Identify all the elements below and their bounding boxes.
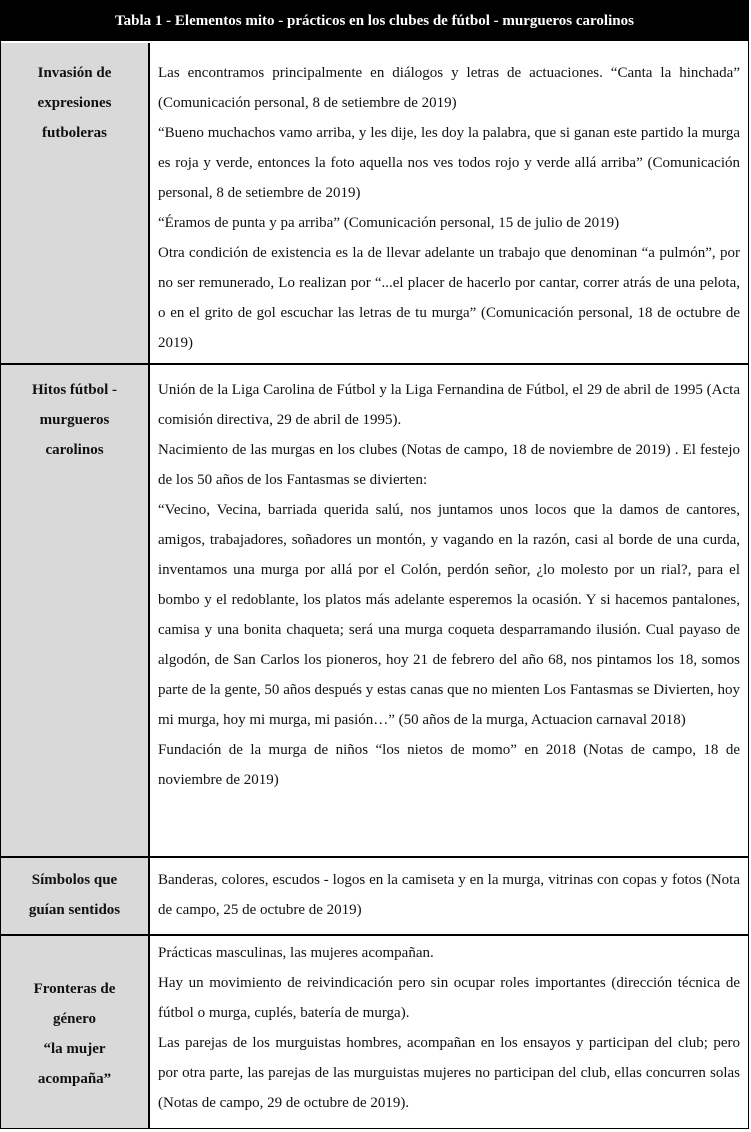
row-label-line: acompaña” <box>37 1071 112 1087</box>
row-label-line: “la mujer <box>43 1041 106 1057</box>
row-label <box>1 43 150 363</box>
table-row <box>1 363 748 856</box>
row-label-line: Invasión de <box>37 65 112 81</box>
row-label-line: Fronteras de <box>33 981 116 997</box>
paragraph: Hay un movimiento de reivindicación pero sin ocupar roles importantes (dirección técnica de fútbol o murga, cuplés, batería de murga). <box>158 975 740 1021</box>
paragraph: Banderas, colores, escudos - logos en la camiseta y en la murga, vitrinas con copas y fotos (Nota de campo, 25 de octubre de 2019) <box>158 872 740 918</box>
paragraph: “Éramos de punta y pa arriba” (Comunicación personal, 15 de julio de 2019) <box>158 215 620 231</box>
row-label <box>1 858 150 934</box>
row-label-line: futboleras <box>42 125 107 141</box>
paragraph: Fundación de la murga de niños “los nietos de momo” en 2018 (Notas de campo, 18 de noviembre de 2019) <box>158 742 740 788</box>
table-title: Tabla 1 - Elementos mito - prácticos en los clubes de fútbol - murgueros carolinos <box>1 1 748 41</box>
paragraph: Prácticas masculinas, las mujeres acompañan. <box>158 945 434 961</box>
paragraph: “Vecino, Vecina, barriada querida salú, nos juntamos unos locos que la damos de cantores, amigos, trabajadores, soñadores un montón, y vagando en la razón, casi al borde de una curda, inventamos una murga por allá por el Colón, perdón señor, ¿lo molesto por un rial?, para el bombo y el redoblante, los platos más adelante esperemos la ocasión. Y si hacemos pantalones, camisa y una bonita chaqueta; será una murga coqueta desparramando ilusión. Cual payaso de algodón, de San Carlos los pioneros, hoy 21 de febrero del año 68, nos pintamos los 18, somos parte de la gente, 50 años después y estas canas que no mienten Los Fantasmas se Divierten, hoy mi murga, hoy mi murga, mi pasión…” (50 años de la murga, Actuacion carnaval 2018) <box>158 502 740 728</box>
paragraph: “Bueno muchachos vamo arriba, y les dije, les doy la palabra, que si ganan este partido la murga es roja y verde, entonces la foto aquella nos ves todos rojo y verde allá arriba” (Comunicación personal, 8 de setiembre de 2019) <box>158 125 740 201</box>
paragraph: Nacimiento de las murgas en los clubes (Notas de campo, 18 de noviembre de 2019) . El festejo de los 50 años de los Fantasmas se divierten: <box>158 442 740 488</box>
row-label-line: Hitos fútbol - <box>31 382 117 398</box>
row-content <box>150 936 748 1128</box>
row-label <box>1 365 150 856</box>
paragraph: Las encontramos principalmente en diálogos y letras de actuaciones. “Canta la hinchada” (Comunicación personal, 8 de setiembre de 2019) <box>158 65 740 111</box>
row-content <box>150 858 748 934</box>
row-label-line: género <box>52 1011 97 1027</box>
row-label-line: murgueros <box>39 412 110 428</box>
paragraph: Unión de la Liga Carolina de Fútbol y la Liga Fernandina de Fútbol, el 29 de abril de 1995 (Acta comisión directiva, 29 de abril de 1995). <box>158 382 740 428</box>
table-row <box>1 934 748 1128</box>
row-label-line: Símbolos que <box>31 872 118 888</box>
table-row <box>1 856 748 934</box>
paragraph: Las parejas de los murguistas hombres, acompañan en los ensayos y participan del club; pero por otra parte, las parejas de las murguistas mujeres no participan del club, ellas concurren solas (Notas de campo, 29 de octubre de 2019). <box>158 1035 740 1111</box>
row-label-line: guían sentidos <box>28 902 121 918</box>
table-row <box>1 41 748 363</box>
paragraph: Otra condición de existencia es la de llevar adelante un trabajo que denominan “a pulmón”, por no ser remunerado, Lo realizan por “...el placer de hacerlo por cantar, correr atrás de una pelota, o en el grito de gol escuchar las letras de tu murga” (Comunicación personal, 18 de octubre de 2019) <box>158 245 740 351</box>
row-content <box>150 43 748 363</box>
row-content <box>150 365 748 856</box>
row-label <box>1 936 150 1128</box>
row-label-line: expresiones <box>37 95 112 111</box>
row-label-line: carolinos <box>45 442 104 458</box>
